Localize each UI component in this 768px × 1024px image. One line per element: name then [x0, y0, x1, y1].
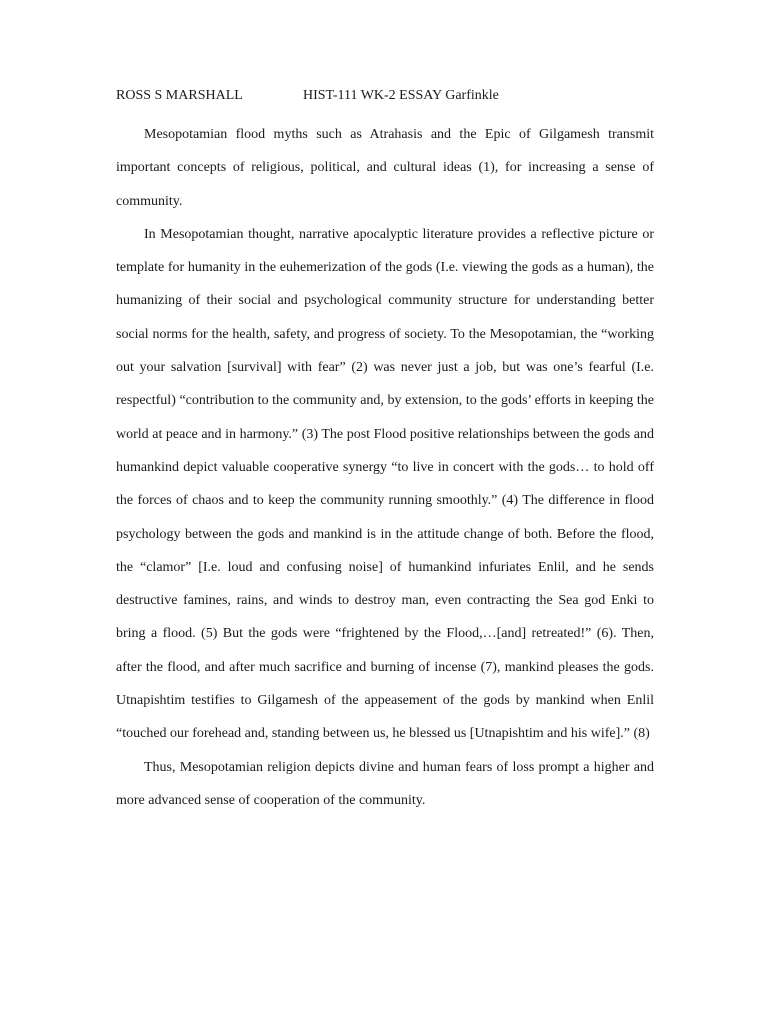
essay-header: [116, 86, 654, 106]
author-name: ROSS S MARSHALL: [116, 88, 243, 103]
paragraph-conclusion: Thus, Mesopotamian religion depicts divine and human fears of loss prompt a higher and more advanced sense of cooperation of the community.: [116, 759, 654, 808]
course-title: HIST-111 WK-2 ESSAY Garfinkle: [303, 88, 499, 103]
essay-body: [116, 86, 654, 817]
paragraph-body: In Mesopotamian thought, narrative apocalyptic literature provides a reflective picture or template for humanity in the euhemerization of the gods (I.e. viewing the gods as a human), the humanizing of their social and psychological community structure for understanding better social norms for the health, safety, and progress of society. To the Mesopotamian, the “working out your salvation [survival] with fear” (2) was never just a job, but was one’s fearful (I.e. respectful) “contribution to the community and, by extension, to the gods’ efforts in keeping the world at peace and in harmony.” (3) The post Flood positive relationships between the gods and humankind depict valuable cooperative synergy “to live in concert with the gods… to hold off the forces of chaos and to keep the community running smoothly.” (4) The difference in flood psychology between the gods and mankind is in the attitude change of both. Before the flood, the “clamor” [I.e. loud and confusing noise] of humankind infuriates Enlil, and he sends destructive famines, rains, and winds to destroy man, even contracting the Sea god Enki to bring a flood. (5) But the gods were “frightened by the Flood,…[and] retreated!” (6). Then, after the flood, and after much sacrifice and burning of incense (7), mankind pleases the gods. Utnapishtim testifies to Gilgamesh of the appeasement of the gods by mankind when Enlil “touched our forehead and, standing between us, he blessed us [Utnapishtim and his wife].” (8): [116, 226, 654, 742]
paragraph-intro: Mesopotamian flood myths such as Atrahasis and the Epic of Gilgamesh transmit important concepts of religious, political, and cultural ideas (1), for increasing a sense of community.: [116, 127, 654, 209]
